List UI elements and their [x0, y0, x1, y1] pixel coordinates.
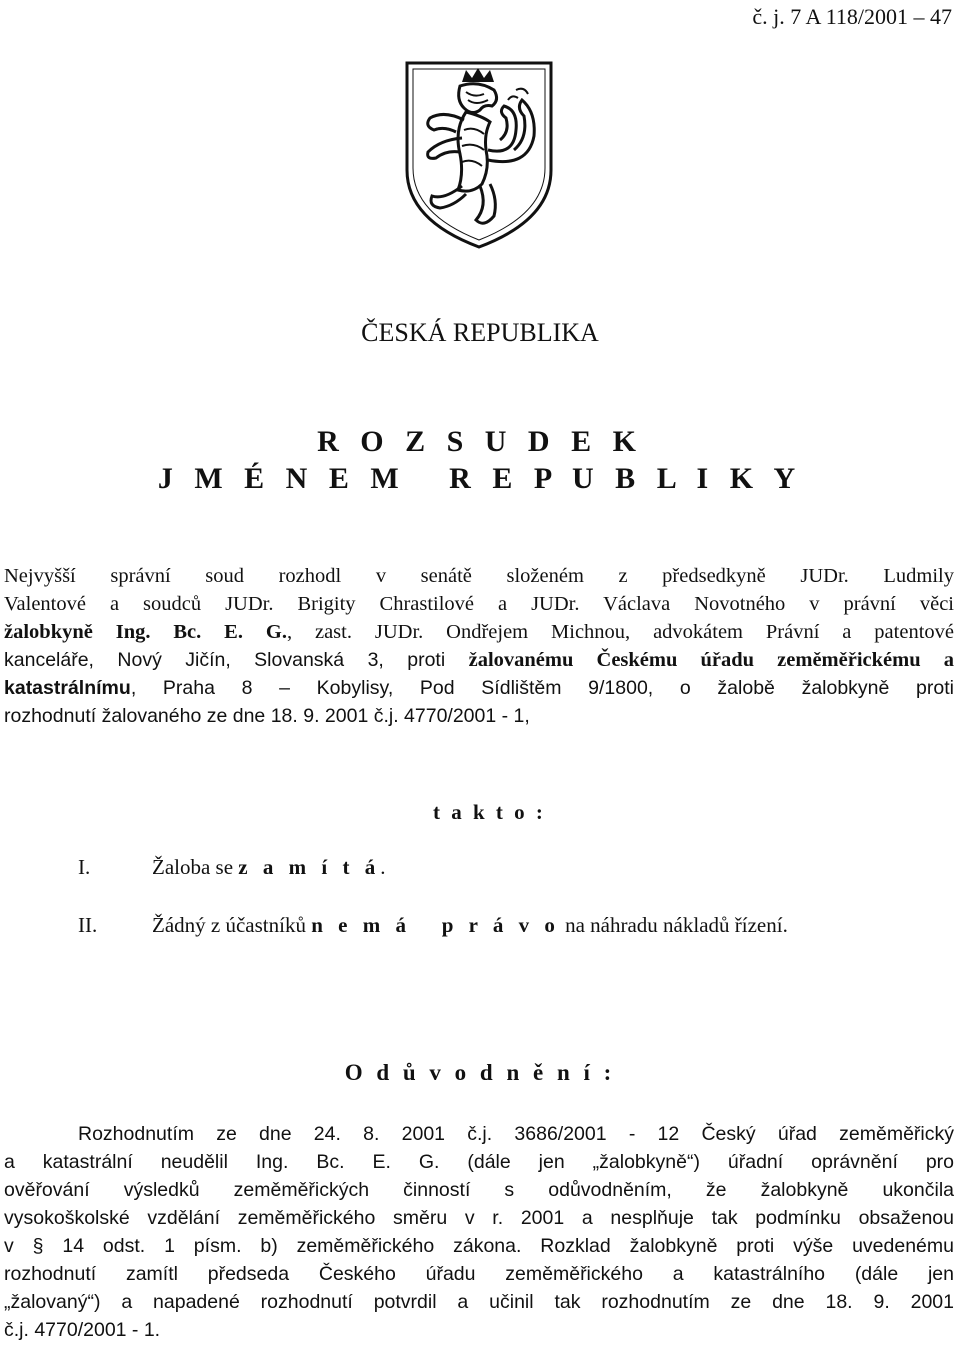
verdict-item [152, 855, 385, 880]
text-span: Žádný z účastníků [152, 913, 312, 937]
party-defendant: žalovanému Českému úřadu zeměměřickému a [468, 649, 954, 671]
text-line: č.j. 4770/2001 - 1. [4, 1319, 161, 1341]
text-line: Rozhodnutím ze dne 24. 8. 2001 č.j. 3686/2001 - 12 Český úřad zeměměřický [78, 1123, 954, 1145]
text-line: a katastrální neudělil Ing. Bc. E. G. (dále jen „žalobkyně“) úřadní oprávnění pro [4, 1151, 954, 1173]
intro-paragraph [4, 562, 954, 730]
text-line: v § 14 odst. 1 písm. b) zeměměřického zákona. Rozklad žalobkyně proti výše uvedenému [4, 1235, 954, 1257]
judgment-title: R O Z S U D E K [317, 425, 643, 458]
text-line [4, 674, 954, 702]
reasoning-heading: O d ů v o d n ě n í : [344, 1060, 616, 1085]
text-line: vysokoškolské vzdělání zeměměřického směru v r. 2001 a nesplňuje tak podmínku obsaženou [4, 1207, 954, 1229]
text-line: Nejvyšší správní soud rozhodl v senátě složeném z předsedkyně JUDr. Ludmily [4, 565, 954, 587]
verdict-item [152, 913, 788, 938]
takto-heading: t a k t o : [433, 800, 546, 824]
country-name: ČESKÁ REPUBLIKA [361, 318, 599, 347]
text-line [4, 618, 954, 646]
text-line: Valentové a soudců JUDr. Brigity Chrastilové a JUDr. Václava Novotného v právní věci [4, 593, 954, 615]
text-span: kanceláře, Nový Jičín, Slovanská 3, proti [4, 649, 469, 671]
coat-of-arms-icon [404, 60, 554, 250]
text-span: na náhradu nákladů řízení. [559, 913, 788, 937]
verdict-keyword: n e m á p r á v o [311, 913, 560, 937]
reasoning-paragraph [4, 1120, 954, 1344]
text-line: rozhodnutí zamítl předseda Českého úřadu zeměměřického a katastrálního (dále jen [4, 1263, 954, 1285]
text-line: rozhodnutí žalovaného ze dne 18. 9. 2001 č.j. 4770/2001 - 1, [4, 705, 530, 727]
judgment-subtitle: J M É N E M R E P U B L I K Y [157, 462, 803, 495]
text-span: . [380, 855, 386, 879]
party-defendant-cont: katastrálnímu [4, 677, 131, 699]
text-span: , zast. JUDr. Ondřejem Michnou, advokátem Právní a patentové [286, 621, 954, 643]
text-span: , Praha 8 – Kobylisy, Pod Sídlištěm 9/1800, o žalobě žalobkyně proti [130, 677, 954, 699]
text-line [4, 646, 954, 674]
verdict-keyword: z a m í t á [238, 855, 381, 879]
case-reference: č. j. 7 A 118/2001 – 47 [752, 4, 952, 29]
party-plaintiff: žalobkyně Ing. Bc. E. G. [4, 621, 287, 643]
verdict-number: II. [78, 913, 98, 937]
text-line: „žalovaný“) a napadené rozhodnutí potvrdil a učinil tak rozhodnutím ze dne 18. 9. 2001 [4, 1291, 954, 1313]
verdict-number: I. [78, 855, 91, 879]
text-span: Žaloba se [152, 855, 239, 879]
text-line: ověřování výsledků zeměměřických činností s odůvodněním, že žalobkyně ukončila [4, 1179, 954, 1201]
